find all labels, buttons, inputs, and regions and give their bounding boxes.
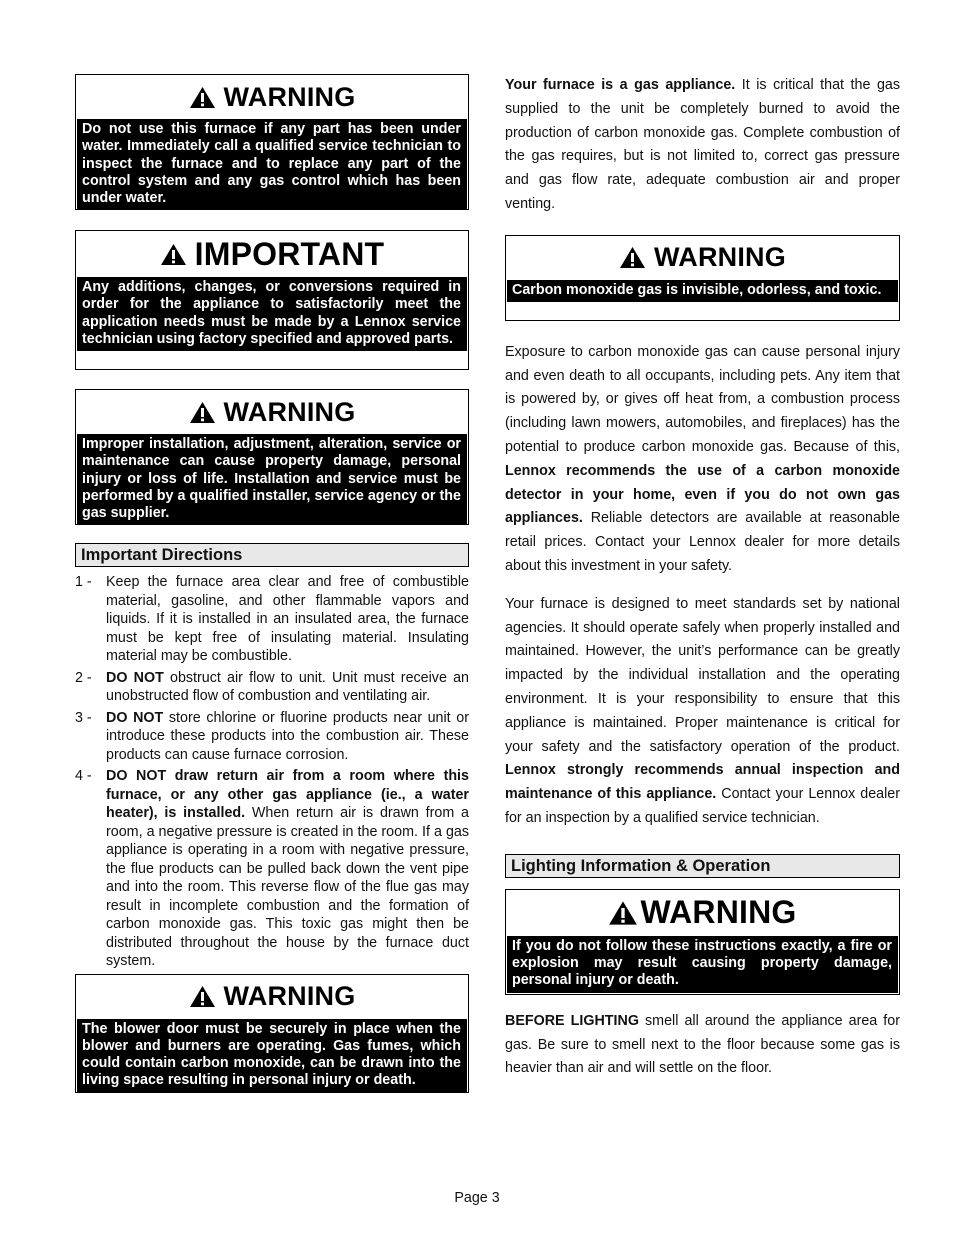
warning-text: Do not use this furnace if any part has been under water. Immediately call a qualified service technician to inspect the furnace and to replace any part of the control system and any gas control which has been under water.: [77, 119, 467, 210]
before-lighting-paragraph: BEFORE LIGHTING smell all around the appliance area for gas. Be sure to smell next to the floor because some gas is heavier than air and will settle on the floor.: [505, 1012, 900, 1077]
warning-header: [506, 236, 899, 280]
warning-triangle-icon: [189, 985, 216, 1008]
important-text: Any additions, changes, or conversions required in order for the appliance to satisfactorily meet the application needs must be made by a Lennox service technician using factory specified and approved parts.: [77, 277, 467, 351]
directions-list: [75, 573, 469, 971]
warning-title: WARNING: [223, 981, 356, 1011]
exposure-paragraph: Exposure to carbon monoxide gas can cause personal injury and even death to all occupants, including pets. Any item that is powered by, or gives off heat from, a combustion process (including lawn mowers, automobiles, and fireplaces) has the potential to produce carbon monoxide gas. Because of this, Lennox recommends the use of a carbon monoxide detector in your home, even if you do not own gas appliances. Reliable detectors are available at reasonable retail prices. Contact your Lennox dealer for more details about this investment in your safety.: [505, 343, 900, 574]
warning-box-carbon-monoxide: [505, 235, 900, 321]
right-column: [505, 74, 900, 1081]
important-title: IMPORTANT: [194, 235, 385, 272]
important-directions-heading: Important Directions: [75, 543, 469, 567]
standards-paragraph: Your furnace is designed to meet standards set by national agencies. It should operate safely when properly installed and maintained. However, the unit’s performance can be greatly impacted by the individual installation and the operating environment. It is your responsibility to ensure that this appliance is maintained. Proper maintenance is critical for your safety and the satisfactory operation of the product. Lennox strongly recommends annual inspection and maintenance of this appliance. Contact your Lennox dealer for an inspection by a qualified service technician.: [505, 595, 900, 826]
warning-text: If you do not follow these instructions exactly, a fire or explosion may result causing property damage, personal injury or death.: [507, 936, 898, 993]
list-item: 4 - DO NOT draw return air from a room where this furnace, or any other gas appliance (ie., a water heater), is installed. When return air is drawn from a room, a negative pressure is created in the room. If a gas appliance is operating in a room with negative pressure, the flue products can be pulled back down the vent pipe and into the room. This reverse flow of the flue gas may result in incomplete combustion and the formation of carbon monoxide gas. This toxic gas might then be distributed throughout the house by the furnace duct system.: [75, 768, 469, 969]
warning-triangle-icon: [160, 243, 187, 266]
lighting-information-heading: Lighting Information & Operation: [505, 854, 900, 878]
important-header: [76, 231, 468, 277]
warning-triangle-icon: [619, 246, 646, 269]
warning-box-blower-door: [75, 974, 469, 1093]
important-box: [75, 230, 469, 370]
warning-triangle-icon: [189, 86, 216, 109]
warning-text: Carbon monoxide gas is invisible, odorless, and toxic.: [507, 280, 898, 302]
page-number: Page 3: [454, 1190, 500, 1206]
warning-header: [76, 390, 468, 434]
list-item: 1 - Keep the furnace area clear and free of combustible material, gasoline, and other flammable vapors and liquids. If it is installed in an insulated area, the furnace must be kept free of insulating material. Insulating material may be combustible.: [75, 574, 469, 664]
warning-triangle-icon: [189, 401, 216, 424]
warning-title: WARNING: [654, 242, 786, 273]
warning-box-installation: [75, 389, 469, 525]
warning-header: [76, 75, 468, 119]
warning-box-water: [75, 74, 469, 210]
list-item: 3 - DO NOT store chlorine or fluorine products near unit or introduce these products into the combustion air. These products can cause furnace corrosion.: [75, 709, 469, 763]
list-item: 2 - DO NOT obstruct air flow to unit. Unit must receive an unobstructed flow of combustion and ventilating air.: [75, 669, 469, 704]
warning-header: [76, 975, 468, 1019]
warning-text: The blower door must be securely in place when the blower and burners are operating. Gas fumes, which could contain carbon monoxide, can be drawn into the living space resulting in personal injury or death.: [77, 1019, 467, 1093]
warning-title: WARNING: [223, 81, 356, 112]
warning-title: WARNING: [640, 894, 797, 931]
warning-text: Improper installation, adjustment, alteration, service or maintenance can cause property damage, personal injury or loss of life. Installation and service must be performed by a qualified installer, service agency or the gas supplier.: [77, 434, 467, 525]
warning-triangle-icon: [608, 900, 638, 926]
warning-header: [506, 890, 899, 936]
left-column: [75, 74, 469, 1093]
warning-title: WARNING: [223, 396, 356, 427]
warning-box-lighting: [505, 889, 900, 995]
gas-appliance-paragraph: Your furnace is a gas appliance. It is critical that the gas supplied to the unit be completely burned to avoid the production of carbon monoxide gas. Complete combustion of the gas requires, but is not limited to, correct gas pressure and gas flow rate, adequate combustion air and proper venting.: [505, 77, 900, 212]
